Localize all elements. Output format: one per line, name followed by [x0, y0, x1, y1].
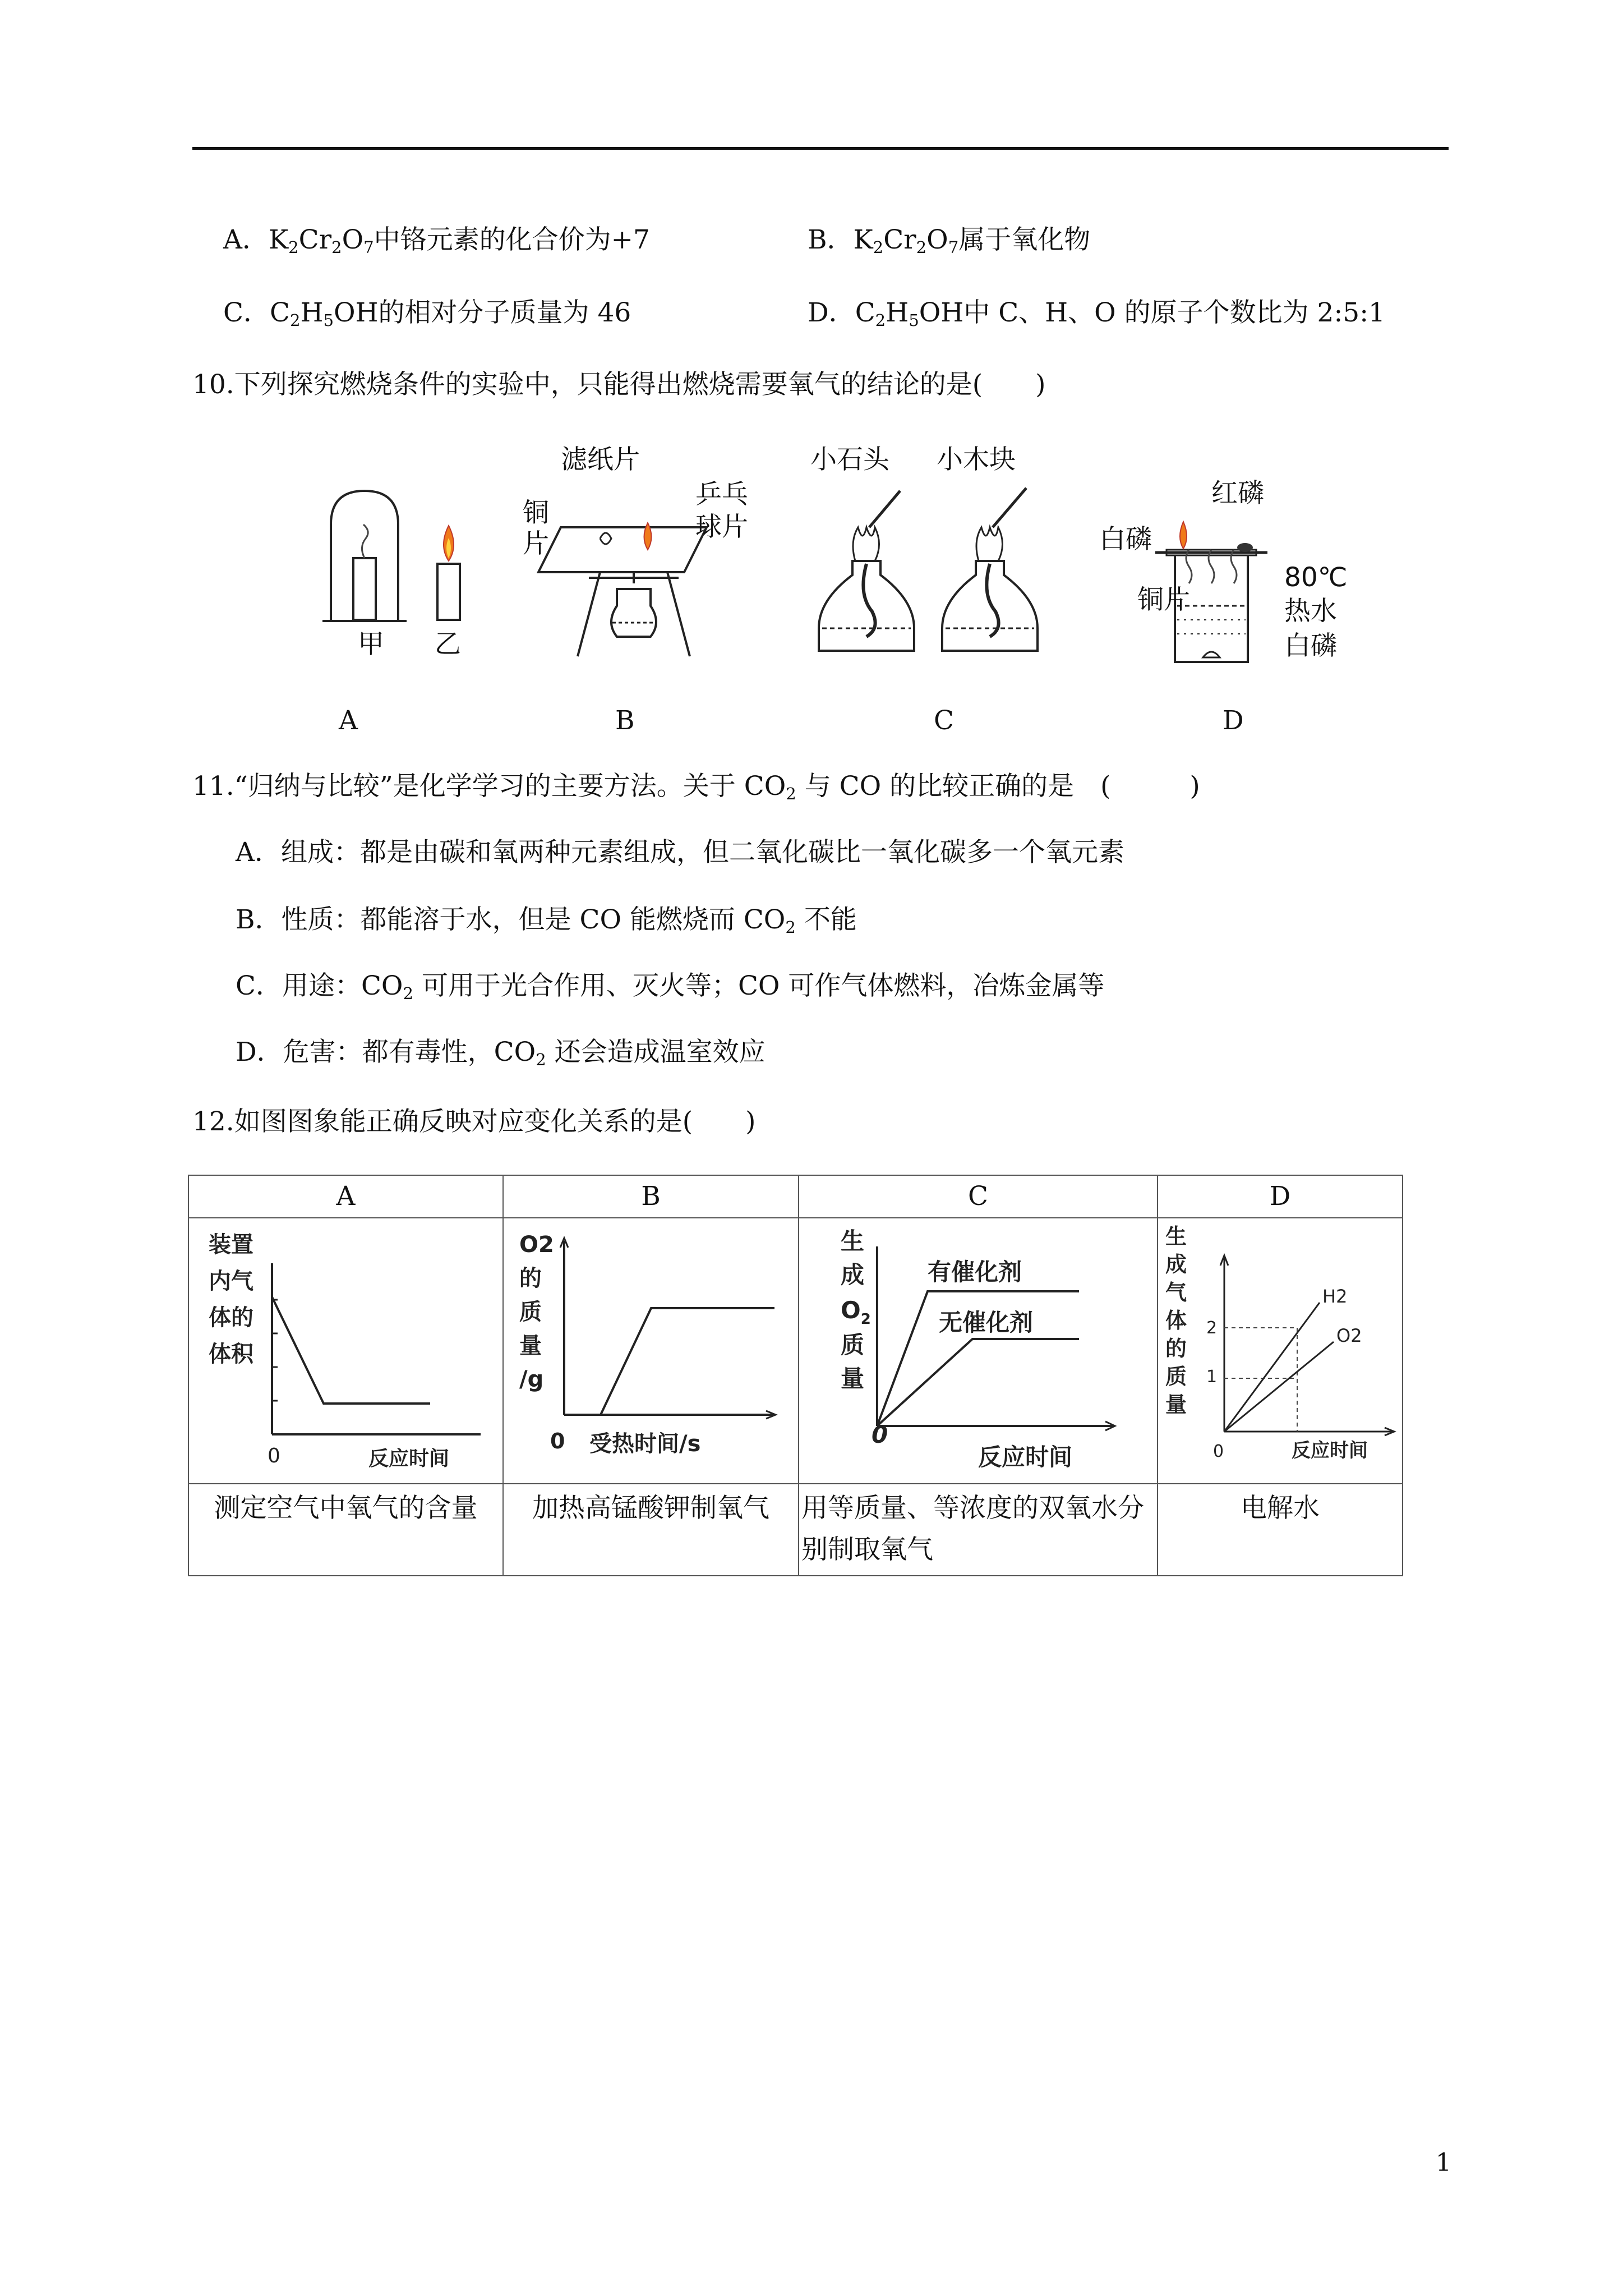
label-copper-sheet: 铜片: [1137, 585, 1190, 615]
graph-c-ylabel-5: 量: [841, 1365, 865, 1392]
label-pingpong-2: 球片: [695, 512, 748, 542]
graph-b-origin: 0: [550, 1429, 565, 1453]
graph-b-curve: [601, 1308, 774, 1415]
label-yi: 乙: [435, 629, 461, 660]
graph-a-ylabel-1: 装置: [208, 1232, 253, 1258]
graph-c-ylabel-4: 质: [841, 1331, 865, 1359]
label-jia: 甲: [358, 629, 384, 660]
graph-b-ylabel-5: /g: [519, 1366, 543, 1392]
graph-d-ylabel-4: 体: [1165, 1308, 1187, 1333]
graph-a-origin: 0: [267, 1444, 280, 1467]
q12-header-b: B: [503, 1175, 799, 1218]
copper-plate: [538, 527, 707, 572]
graph-d-series-h2: H2: [1322, 1286, 1347, 1307]
q11-option-b: B．性质：都能溶于水，但是 CO 能燃烧而 $CO_2$ 不能: [236, 904, 857, 937]
label-copper-2: 片: [523, 528, 549, 559]
smoke-icon: [362, 524, 368, 558]
q10-label-d: D: [1223, 705, 1244, 736]
graph-b-ylabel-4: 量: [519, 1333, 542, 1359]
graph-a-ylabel-2: 内气: [208, 1268, 253, 1294]
q12-graph-b: [503, 1218, 799, 1484]
label-white-phosphorus-bottom: 白磷: [1284, 631, 1337, 661]
graph-c-series-no-catalyst: 无催化剂: [939, 1309, 1034, 1336]
label-stone: 小石头: [810, 444, 889, 475]
graph-b-ylabel-1: O2: [519, 1232, 554, 1258]
q10-figure-a: [314, 480, 482, 665]
q10-figure-d: [1099, 477, 1357, 668]
q10-stem: 10.下列探究燃烧条件的实验中，只能得出燃烧需要氧气的结论的是( ): [192, 369, 1046, 400]
label-wood: 小木块: [937, 444, 1016, 475]
label-copper: 铜: [523, 498, 549, 528]
q12-caption-d: 电解水: [1158, 1484, 1403, 1576]
q10-figure-c: [802, 443, 1054, 673]
q11-stem: 11.“归纳与比较”是化学学习的主要方法。关于 $CO_2$ 与 CO 的比较正确的是 ( ): [192, 771, 1200, 804]
graph-d-tick-1: 1: [1206, 1367, 1217, 1387]
header-rule: [192, 147, 1449, 150]
q11-option-c: C．用途：$CO_2$ 可用于光合作用、灭火等；CO 可作气体燃料，冶炼金属等: [236, 970, 1105, 1004]
graph-c-series-catalyst: 有催化剂: [928, 1258, 1022, 1286]
label-pingpong-1: 乒乓: [695, 479, 748, 510]
flame-right: [976, 527, 1003, 561]
q12-graph-row: [188, 1218, 1403, 1484]
q9-option-a: A．$K_2Cr_2O_7$中铬元素的化合价为+7: [223, 224, 650, 257]
q12-caption-b: 加热高锰酸钾制氧气: [503, 1484, 799, 1576]
candle-yi: [437, 564, 460, 620]
q12-header-a: A: [188, 1175, 503, 1218]
label-red-phosphorus: 红磷: [1211, 478, 1264, 509]
q9-option-c: C．$C_2H_5OH$的相对分子质量为 46: [223, 297, 631, 330]
graph-d-ylabel-1: 生: [1165, 1224, 1187, 1249]
graph-d-ylabel-2: 成: [1165, 1252, 1187, 1277]
q12-header-d: D: [1158, 1175, 1403, 1218]
q12-header-c: C: [799, 1175, 1158, 1218]
q10-label-b: B: [615, 705, 635, 736]
flame-left: [853, 527, 879, 561]
q9-option-d: D．$C_2H_5OH$中 C、H、O 的原子个数比为 2:5:1: [808, 297, 1385, 330]
page-number: 1: [1436, 2148, 1451, 2177]
graph-d-origin: 0: [1212, 1442, 1224, 1461]
graph-a-xlabel: 反应时间: [368, 1447, 449, 1470]
q10-label-a: A: [339, 705, 358, 736]
graph-c-xlabel: 反应时间: [978, 1443, 1073, 1471]
graph-c-ylabel-1: 生: [841, 1227, 865, 1255]
q11-option-a: A．组成：都是由碳和氧两种元素组成，但二氧化碳比一氧化碳多一个氧元素: [236, 837, 1124, 868]
graph-d-line-h2: [1224, 1303, 1320, 1432]
graph-c-ylabel-3: $O_2$: [841, 1296, 871, 1328]
tongs-left: [869, 491, 900, 527]
q12-caption-a: 测定空气中氧气的含量: [188, 1484, 503, 1576]
graph-c-ylabel-2: 成: [841, 1261, 865, 1289]
q11-option-d: D．危害：都有毒性，$CO_2$ 还会造成温室效应: [236, 1037, 766, 1070]
q10-label-c: C: [934, 705, 954, 736]
graph-c-origin: 0: [872, 1421, 888, 1448]
q12-stem: 12.如图图象能正确反映对应变化关系的是( ): [192, 1106, 756, 1137]
graph-d-tick-2: 2: [1206, 1318, 1217, 1338]
q12-graph-d: [1158, 1218, 1403, 1484]
q12-table: [188, 1175, 1403, 1576]
graph-d-xlabel: 反应时间: [1291, 1439, 1368, 1462]
graph-d-ylabel-6: 质: [1165, 1364, 1187, 1389]
q12-graph-a: [188, 1218, 503, 1484]
q9-option-b: B．$K_2Cr_2O_7$属于氧化物: [808, 224, 1091, 257]
red-phosphorus: [1237, 543, 1253, 552]
q12-graph-c: [799, 1218, 1158, 1484]
alcohol-lamp: [611, 589, 656, 637]
label-hot-water: 热水: [1284, 596, 1337, 627]
label-white-phosphorus-top: 白磷: [1099, 524, 1152, 555]
tongs-right: [993, 488, 1026, 527]
graph-d-series-o2: O2: [1336, 1325, 1362, 1346]
graph-c-curve-no-catalyst: [877, 1339, 1079, 1426]
q10-figure-b: [516, 443, 757, 668]
graph-d-ylabel-5: 的: [1165, 1336, 1187, 1361]
graph-d-ylabel-3: 气: [1165, 1280, 1187, 1305]
q12-caption-c: 用等质量、等浓度的双氧水分别制取氧气: [799, 1484, 1158, 1576]
q12-caption-row: [188, 1484, 1403, 1576]
graph-d-ylabel-7: 量: [1165, 1392, 1187, 1417]
graph-b-ylabel-3: 质: [519, 1299, 542, 1325]
flame-icon: [1180, 522, 1187, 549]
graph-a-ylabel-3: 体的: [208, 1305, 253, 1331]
q12-header-row: [188, 1175, 1403, 1218]
white-phosphorus-under-water: [1203, 652, 1220, 657]
graph-a-curve: [272, 1297, 430, 1404]
graph-b-ylabel-2: 的: [519, 1266, 542, 1291]
label-temperature: 80℃: [1284, 562, 1348, 593]
graph-d-line-o2: [1224, 1342, 1334, 1432]
label-filter-paper: 滤纸片: [561, 444, 640, 475]
graph-b-xlabel: 受热时间/s: [589, 1431, 700, 1457]
graph-a-ylabel-4: 体积: [208, 1341, 253, 1367]
candle-jia: [353, 558, 376, 620]
